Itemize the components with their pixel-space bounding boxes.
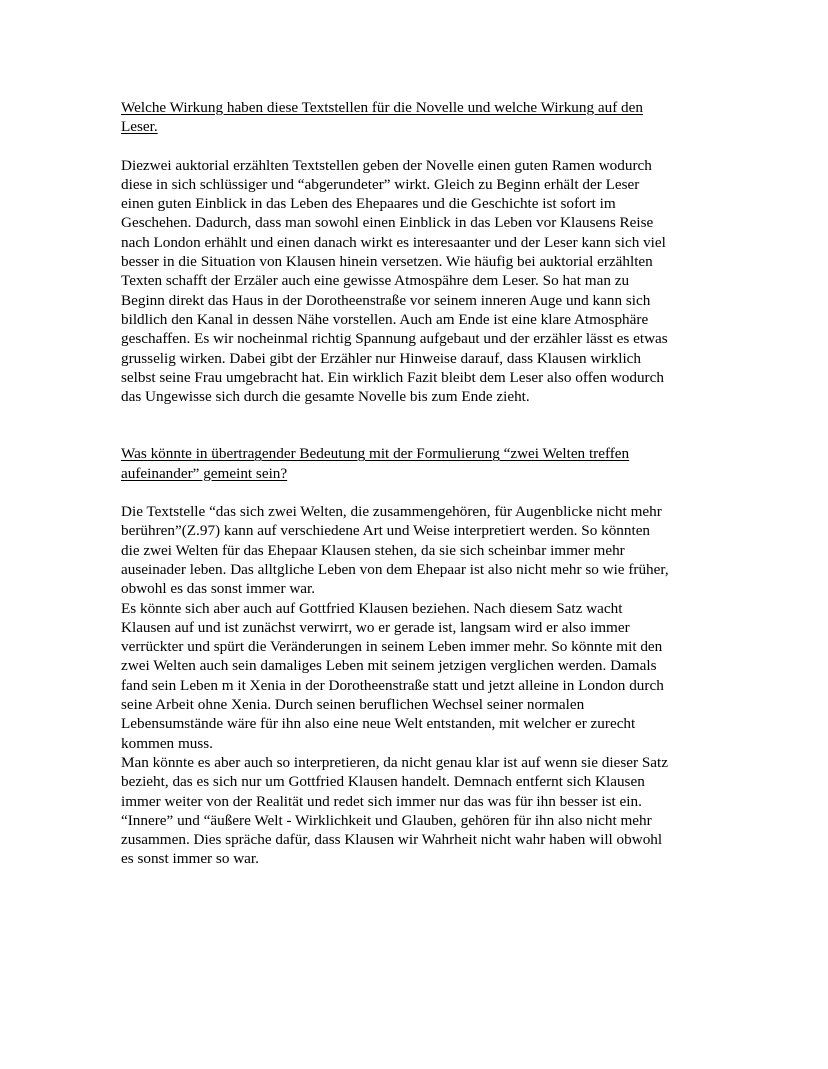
text-line: das Ungewisse sich durch die gesamte Novelle bis zum Ende zieht. bbox=[121, 388, 530, 406]
text-line: Die Textstelle “das sich zwei Welten, die zusammengehören, für Augenblicke nicht mehr bbox=[121, 503, 662, 521]
section-1 bbox=[121, 98, 721, 406]
text-line: die zwei Welten für das Ehepaar Klausen stehen, da sie sich scheinbar immer mehr bbox=[121, 541, 625, 559]
section-1-body bbox=[121, 156, 721, 407]
text-line: zusammen. Dies spräche dafür, dass Klausen wir Wahrheit nicht wahr haben will obwohl bbox=[121, 831, 663, 849]
section-2-heading bbox=[121, 444, 721, 483]
text-line: kommen muss. bbox=[121, 734, 213, 752]
text-line: zwei Welten auch sein damaliges Leben mit seinem jetzigen verglichen werden. Damals bbox=[121, 657, 657, 675]
text-line: geschaffen. Es wir nocheinmal richtig Spannung aufgebaut und der erzähler lässt es etwas bbox=[121, 330, 668, 348]
text-line: Es könnte sich aber auch auf Gottfried Klausen beziehen. Nach diesem Satz wacht bbox=[121, 599, 623, 617]
text-line: Geschehen. Dadurch, dass man sowohl einen Einblick in das Leben vor Klausens Reise bbox=[121, 214, 654, 232]
text-line: Texten schafft der Erzäler auch eine gewisse Atmospähre dem Leser. So hat man zu bbox=[121, 272, 630, 290]
text-line: grusselig wirken. Dabei gibt der Erzähler nur Hinweise darauf, dass Klausen wirklich bbox=[121, 349, 642, 367]
heading-line: Was könnte in übertragender Bedeutung mit der Formulierung “zwei Welten treffen bbox=[121, 445, 630, 463]
blank-line bbox=[121, 483, 721, 502]
text-line: es sonst immer so war. bbox=[121, 850, 259, 868]
section-2-body bbox=[121, 502, 721, 869]
section-2 bbox=[121, 444, 721, 868]
text-line: Klausen auf und ist zunächst verwirrt, wo er gerade ist, langsam wird er also immer bbox=[121, 618, 630, 636]
section-1-heading bbox=[121, 98, 721, 137]
text-line: verrückter und spürt die Veränderungen in seinem Leben immer mehr. So könnte mit den bbox=[121, 638, 663, 656]
heading-line: Leser. bbox=[121, 118, 158, 136]
text-line: Diezwei auktorial erzählten Textstellen geben der Novelle einen guten Ramen wodurch bbox=[121, 156, 652, 174]
text-line: besser in die Situation von Klausen hinein versetzen. Wie häufig bei auktorial erzählten bbox=[121, 253, 653, 271]
text-line: obwohl es das sonst immer war. bbox=[121, 580, 316, 598]
text-line: fand sein Leben m it Xenia in der Dorotheenstraße statt und jetzt alleine in London durch bbox=[121, 676, 664, 694]
text-line: seine Arbeit ohne Xenia. Durch seinen beruflichen Wechsel seiner normalen bbox=[121, 696, 585, 714]
text-line: nach London erhählt und einen danach wirkt es interesaanter und der Leser kann sich viel bbox=[121, 233, 666, 251]
text-line: “Innere” und “äußere Welt - Wirklichkeit und Glauben, gehören für ihn also nicht mehr bbox=[121, 811, 652, 829]
document-content bbox=[121, 98, 721, 869]
text-line: selbst seine Frau umgebracht hat. Ein wirklich Fazit bleibt dem Leser also offen wodurch bbox=[121, 368, 664, 386]
text-line: Man könnte es aber auch so interpretieren, da nicht genau klar ist auf wenn sie dieser Satz bbox=[121, 753, 668, 771]
text-line: auseinader leben. Das alltgliche Leben von dem Ehepaar ist also nicht mehr so wie früher, bbox=[121, 560, 669, 578]
text-line: Lebensumstände wäre für ihn also eine neue Welt entstanden, mit welcher er zurecht bbox=[121, 715, 636, 733]
text-line: berühren”(Z.97) kann auf verschiedene Art und Weise interpretiert werden. So könnten bbox=[121, 522, 651, 540]
text-line: einen guten Einblick in das Leben des Ehepaares und die Geschichte ist sofort im bbox=[121, 195, 616, 213]
heading-line: Welche Wirkung haben diese Textstellen für die Novelle und welche Wirkung auf den bbox=[121, 99, 643, 116]
heading-line: aufeinander” gemeint sein? bbox=[121, 464, 288, 482]
text-line: bezieht, das es sich nur um Gottfried Klausen handelt. Demnach entfernt sich Klausen bbox=[121, 773, 645, 791]
blank-line bbox=[121, 137, 721, 156]
text-line: bildlich den Kanal in dessen Nähe vorstellen. Auch am Ende ist eine klare Atmosphäre bbox=[121, 310, 649, 328]
text-line: Beginn direkt das Haus in der Dorotheenstraße vor seinem inneren Auge und kann sich bbox=[121, 291, 651, 309]
text-line: diese in sich schlüssiger und “abgerundeter” wirkt. Gleich zu Beginn erhält der Leser bbox=[121, 175, 640, 193]
blank-line bbox=[121, 406, 721, 444]
text-line: immer weiter von der Realität und redet sich immer nur das was für ihn besser ist ein. bbox=[121, 792, 642, 810]
